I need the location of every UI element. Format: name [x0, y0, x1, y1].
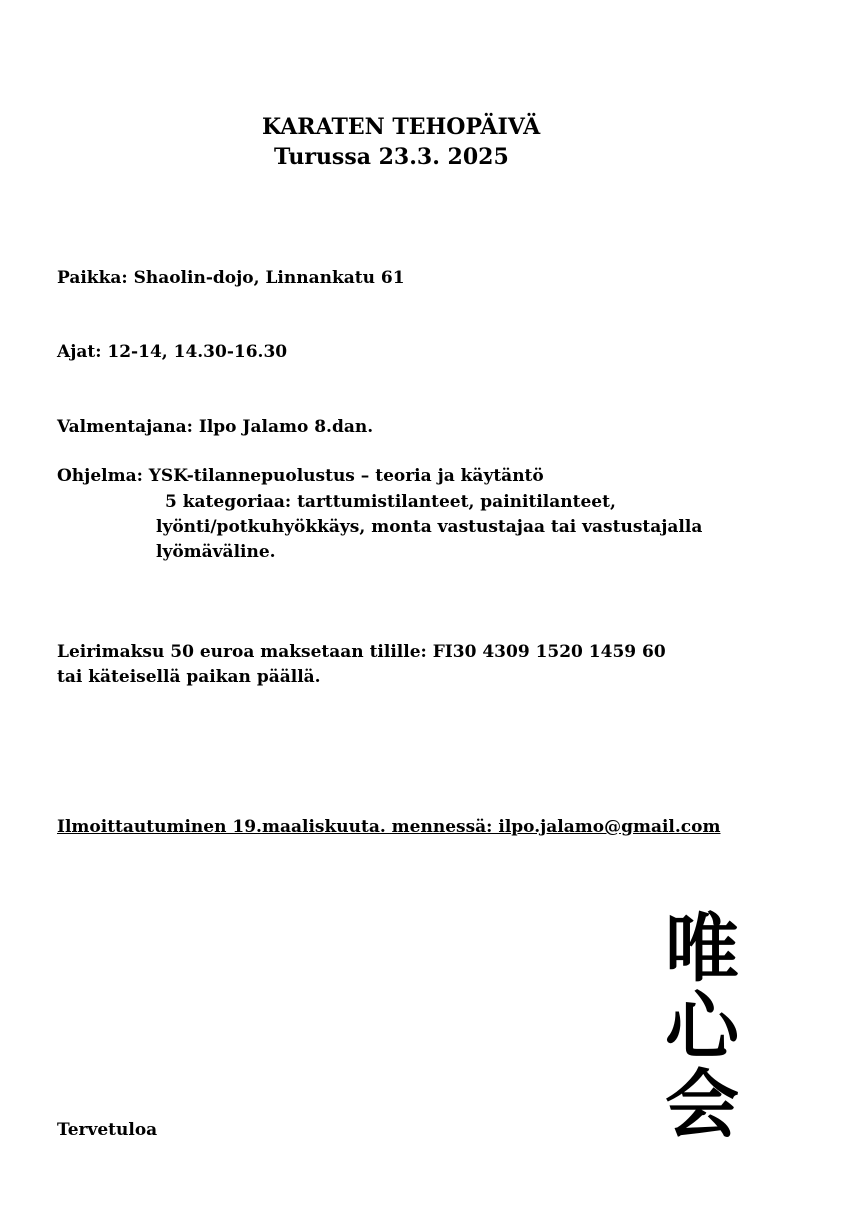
kanji-char-1: 唯: [665, 906, 739, 992]
welcome-text: Tervetuloa: [57, 1120, 158, 1140]
place-line: Paikka: Shaolin-dojo, Linnankatu 61: [57, 268, 405, 288]
kanji-char-3: 会: [665, 1062, 739, 1148]
event-title: [262, 112, 540, 172]
title-main: KARATEN TEHOPÄIVÄ: [262, 114, 541, 140]
coach-line: Valmentajana: Ilpo Jalamo 8.dan.: [57, 417, 374, 437]
kanji-char-2: 心: [665, 984, 739, 1070]
times-line: Ajat: 12-14, 14.30-16.30: [57, 342, 288, 362]
payment-cash-line: tai käteisellä paikan päällä.: [57, 667, 321, 687]
program-categories: 5 kategoriaa: tarttumistilanteet, painitilanteet,: [165, 492, 616, 512]
kanji-logo: [652, 906, 752, 1148]
program-categories-end: lyömäväline.: [156, 542, 276, 562]
registration-line: Ilmoittautuminen 19.maaliskuuta. mennessä: ilpo.jalamo@gmail.com: [57, 817, 721, 837]
program-line: Ohjelma: YSK-tilannepuolustus – teoria ja käytäntö: [57, 466, 544, 486]
program-categories-cont: lyönti/potkuhyökkäys, monta vastustajaa tai vastustajalla: [156, 517, 703, 537]
payment-line: Leirimaksu 50 euroa maksetaan tilille: FI30 4309 1520 1459 60: [57, 642, 666, 662]
title-city-date: Turussa 23.3. 2025: [274, 144, 509, 170]
